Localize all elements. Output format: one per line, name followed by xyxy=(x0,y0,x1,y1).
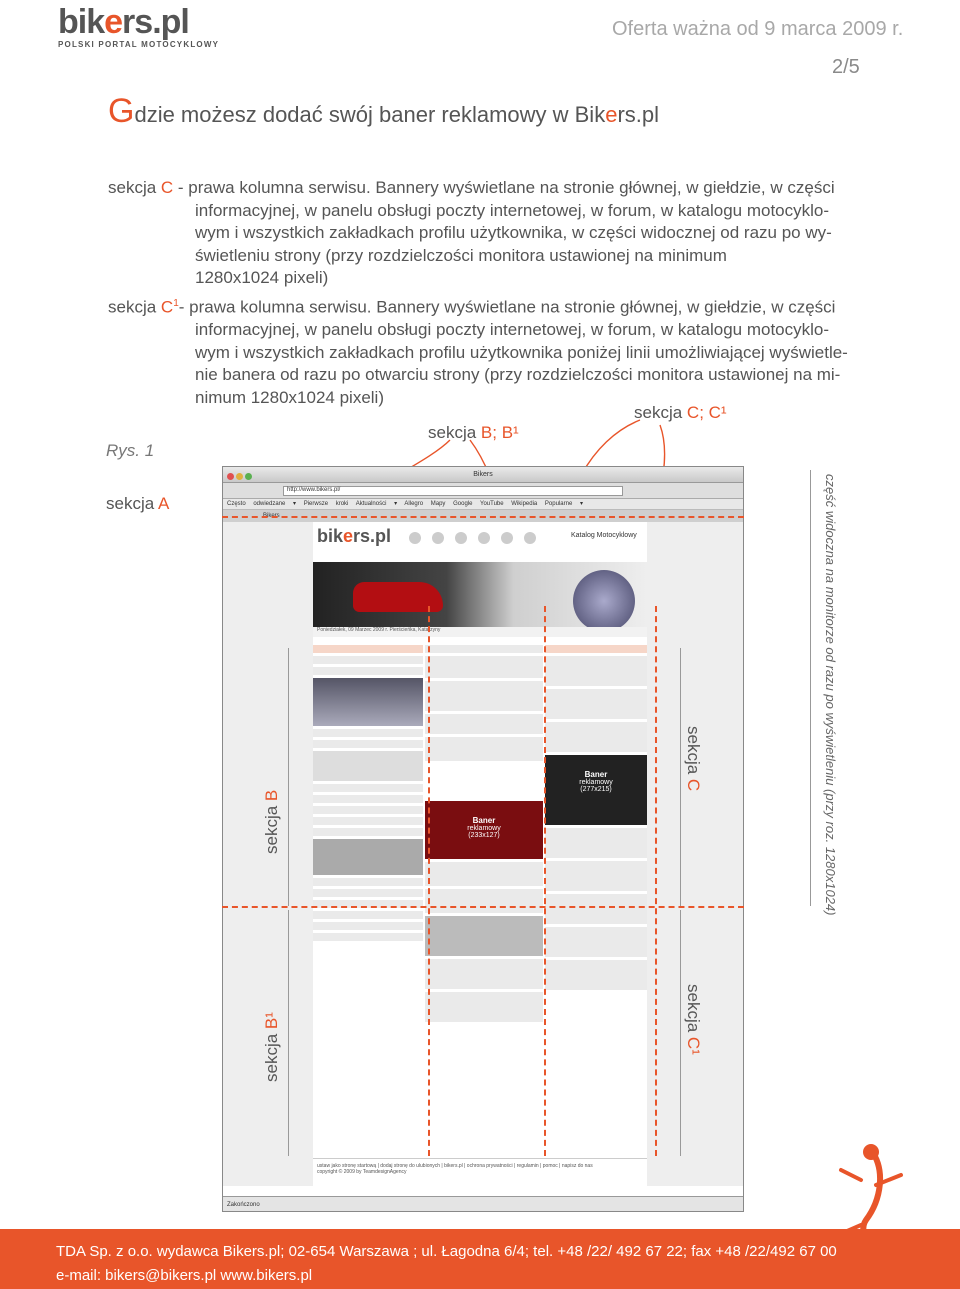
callout-value: A xyxy=(157,494,170,513)
window-title: Bikers xyxy=(473,471,493,478)
text-line: informacyjnej, w panelu obsługi poczty internetowej, w forum, w katalogu motocyklo- xyxy=(195,200,830,220)
callout-label: sekcja xyxy=(428,423,481,442)
section-b-vertical-label xyxy=(262,790,282,854)
banner-subtitle: reklamowy xyxy=(467,825,501,832)
banner-title: Baner xyxy=(472,816,496,825)
banner-section-b[interactable] xyxy=(425,801,543,859)
left-column xyxy=(313,642,423,1186)
text-line: wym i wszystkich zakładkach profilu użytkownika poniżej linii umożliwiającej wyświetle- xyxy=(195,342,848,362)
site-logo-e: e xyxy=(343,526,354,546)
callout-label: sekcja xyxy=(684,984,703,1037)
callout-value: C¹ xyxy=(684,1036,703,1055)
section-label: sekcja xyxy=(108,178,161,197)
close-icon[interactable] xyxy=(227,473,234,480)
text-line: świetleniu strony (przy rozdzielczości monitora ustawionej na minimum xyxy=(195,245,727,265)
title-text: dzie możesz dodać swój baner reklamowy w Bik xyxy=(134,102,606,127)
callout-value: B¹ xyxy=(262,1012,281,1030)
logo-text: bik xyxy=(58,3,105,41)
section-c1-vertical-label xyxy=(683,984,703,1055)
section-b1-vertical-label xyxy=(262,1012,282,1082)
banner-title: Baner xyxy=(584,770,608,779)
text-line: informacyjnej, w panelu obsługi poczty internetowej, w forum, w katalogu motocyklo- xyxy=(195,320,830,340)
visible-area-label: część widoczna na monitorze od razu po wyświetleniu (przy roz. 1280x1024) xyxy=(823,474,838,916)
section-c-vertical-label xyxy=(683,726,703,791)
browser-titlebar xyxy=(223,467,743,483)
visible-area-range xyxy=(810,470,811,906)
company-info: TDA Sp. z o.o. wydawca Bikers.pl; 02-654 Warszawa ; ul. Łagodna 6/4; tel. +48 /22/ 492 67 22; fax +48 /22/492 67 00 xyxy=(56,1243,837,1260)
website-screenshot xyxy=(222,466,744,1212)
site-logo-domain: rs.pl xyxy=(353,526,392,546)
bookmarks-bar[interactable]: Często odwiedzane ▾ Pierwsze kroki Aktualności ▾ Allegro Mapy Google YouTube Wikipedia Popularne ▾ xyxy=(223,499,743,510)
section-b1-range xyxy=(288,910,289,1156)
title-initial: G xyxy=(108,92,135,130)
contact-info[interactable]: e-mail: bikers@bikers.pl www.bikers.pl xyxy=(56,1267,313,1284)
section-b-range xyxy=(288,648,289,906)
callout-label: sekcja xyxy=(684,726,703,779)
callout-value: C; C¹ xyxy=(686,403,727,422)
banner-section-c[interactable] xyxy=(545,755,647,825)
site-footer xyxy=(313,1158,647,1186)
section-a-boundary xyxy=(222,516,744,518)
page-number: 2/5 xyxy=(832,56,860,78)
text-line: nimum 1280x1024 pixeli) xyxy=(195,387,384,407)
browser-content xyxy=(223,522,743,1186)
fold-boundary xyxy=(222,906,744,908)
text-line: - prawa kolumna serwisu. Bannery wyświetlane na stronie głównej, w giełdzie, w części xyxy=(178,297,836,317)
text-line: - prawa kolumna serwisu. Bannery wyświetlane na stronie głównej, w giełdzie, w części xyxy=(173,178,835,197)
date-bar: Poniedziałek, 09 Marzec 2009 r. Pierścieńka, Katarzyny xyxy=(313,627,647,637)
section-label: sekcja xyxy=(108,297,161,317)
catalog-globe-image xyxy=(573,570,635,632)
footer-links[interactable]: ustaw jako stronę startową | dodaj stronę do ulubionych | bikers.pl | ochrona prywatności | regulamin | pomoc | napisz do nas xyxy=(317,1163,593,1169)
middle-column xyxy=(425,642,543,1186)
copyright: copyright © 2009 by TeamdesignAgency xyxy=(317,1169,407,1175)
section-sup: 1 xyxy=(173,298,179,309)
site-page xyxy=(313,522,647,1186)
callout-value: C xyxy=(684,778,703,792)
site-nav-icons[interactable] xyxy=(409,532,547,546)
callout-value: B; B¹ xyxy=(480,423,519,442)
offer-date: Oferta ważna od 9 marca 2009 r. xyxy=(612,18,904,40)
callout-label: sekcja xyxy=(262,1029,281,1082)
site-logo-text: bik xyxy=(317,526,344,546)
section-letter: C xyxy=(160,297,174,317)
title-domain: rs.pl xyxy=(617,102,660,127)
logo-text-domain: rs.pl xyxy=(122,3,189,41)
status-bar: Zakończono xyxy=(223,1196,744,1212)
text-line: nie banera od razu po otwarciu strony (przy rozdzielczości monitora ustawionej na mi- xyxy=(195,365,841,385)
section-b-left-boundary xyxy=(428,606,430,1156)
text-line: 1280x1024 pixeli) xyxy=(195,268,329,287)
callout-label: sekcja xyxy=(106,494,158,513)
banner-size: (233x127) xyxy=(468,832,500,839)
title-e: e xyxy=(605,102,618,127)
maximize-icon[interactable] xyxy=(245,473,252,480)
figure-label: Rys. 1 xyxy=(106,441,155,460)
callout-value: B xyxy=(262,789,281,802)
section-letter: C xyxy=(160,178,174,197)
callout-label: sekcja xyxy=(262,801,281,854)
address-bar[interactable] xyxy=(223,483,743,499)
logo-subtitle: POLSKI PORTAL MOTOCYKLOWY xyxy=(58,40,220,49)
section-b-right-boundary xyxy=(544,606,546,1156)
url-field[interactable]: http://www.bikers.pl/ xyxy=(283,486,623,496)
minimize-icon[interactable] xyxy=(236,473,243,480)
logo-text-e: e xyxy=(104,3,123,41)
section-c1-range xyxy=(680,910,681,1156)
right-column xyxy=(545,642,647,1186)
banner-subtitle: reklamowy xyxy=(579,779,613,786)
text-line: wym i wszystkich zakładkach profilu użytkownika, w części widocznej od razu po wy- xyxy=(195,223,832,242)
section-c-right-boundary xyxy=(655,606,657,1156)
footer-bar xyxy=(0,1229,960,1289)
catalog-title[interactable]: Katalog Motocyklowy xyxy=(571,532,637,539)
callout-label: sekcja xyxy=(634,403,687,422)
section-c-range xyxy=(680,648,681,906)
tab-bikers[interactable]: Bikers xyxy=(223,510,743,522)
site-logo[interactable] xyxy=(317,526,391,547)
banner-size: (277x215) xyxy=(580,786,612,793)
